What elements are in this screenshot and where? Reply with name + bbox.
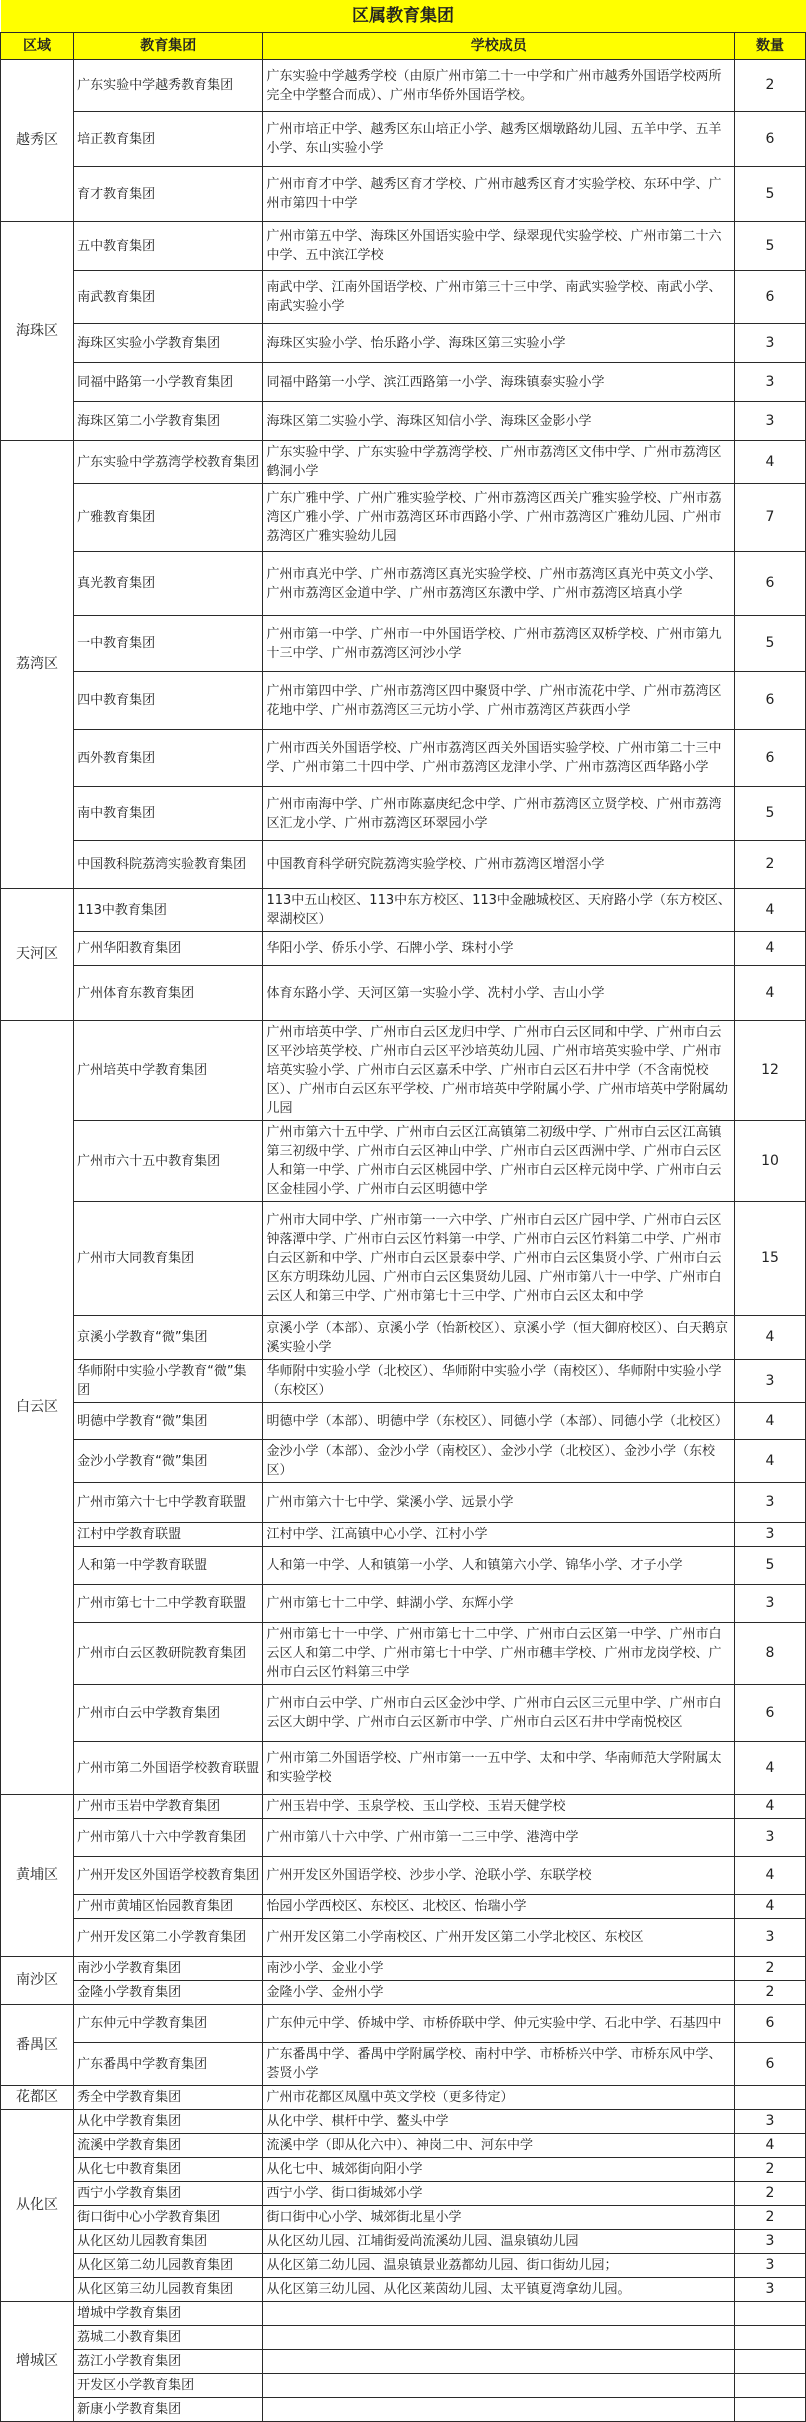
members-cell: 从化区幼儿园、江埔街爱尚流溪幼儿园、温泉镇幼儿园 — [263, 2230, 734, 2254]
count-cell: 10 — [734, 1121, 805, 1202]
members-cell: 广州玉岩中学、玉泉学校、玉山学校、玉岩天健学校 — [263, 1795, 734, 1819]
count-cell: 2 — [734, 2206, 805, 2230]
table-row — [1, 441, 806, 484]
group-cell: 广州市白云区教研院教育集团 — [74, 1623, 263, 1685]
count-cell: 7 — [734, 484, 805, 552]
table-row — [1, 1547, 806, 1585]
count-cell: 2 — [734, 2182, 805, 2206]
members-cell: 海珠区第二实验小学、海珠区知信小学、海珠区金影小学 — [263, 402, 734, 441]
table-row — [1, 167, 806, 222]
group-cell: 育才教育集团 — [74, 167, 263, 222]
table-row — [1, 552, 806, 616]
members-cell: 广州市南海中学、广州市陈嘉庚纪念中学、广州市荔湾区立贤学校、广州市荔湾区汇龙小学、广州市荔湾区环翠园小学 — [263, 787, 734, 841]
members-cell: 广州市第二外国语学校、广州市第一一五中学、太和中学、华南师范大学附属太和实验学校 — [263, 1742, 734, 1795]
table-row — [1, 2086, 806, 2110]
header-row — [1, 33, 806, 60]
count-cell — [734, 2350, 805, 2374]
members-cell: 广州市第五中学、海珠区外国语实验中学、绿翠现代实验学校、广州市第二十六中学、五中滨江学校 — [263, 222, 734, 271]
header-group: 教育集团 — [74, 33, 263, 60]
district-cell: 黄埔区 — [1, 1795, 74, 1957]
members-cell: 广州市第四中学、广州市荔湾区四中聚贤中学、广州市流花中学、广州市荔湾区花地中学、广州市荔湾区三元坊小学、广州市荔湾区芦荻西小学 — [263, 672, 734, 730]
count-cell: 2 — [734, 1957, 805, 1981]
group-cell: 广东实验中学荔湾学校教育集团 — [74, 441, 263, 484]
members-cell: 广州市育才中学、越秀区育才学校、广州市越秀区育才实验学校、东环中学、广州市第四十中学 — [263, 167, 734, 222]
members-cell: 广州市第七十二中学、蚌湖小学、东辉小学 — [263, 1585, 734, 1623]
count-cell — [734, 2398, 805, 2422]
members-cell: 广州市第六十五中学、广州市白云区江高镇第二初级中学、广州市白云区江高镇第三初级中学、广州市白云区神山中学、广州市白云区西洲中学、广州市白云区人和第一中学、广州市白云区桃园中学、广州市白云区梓元岗中学、广州市白云区金桂园小学、广州市白云区明德中学 — [263, 1121, 734, 1202]
count-cell: 8 — [734, 1623, 805, 1685]
group-cell: 荔城二小教育集团 — [74, 2326, 263, 2350]
members-cell — [263, 2350, 734, 2374]
members-cell: 广州市培正中学、越秀区东山培正小学、越秀区烟墩路幼儿园、五羊中学、五羊小学、东山实验小学 — [263, 112, 734, 167]
table-row — [1, 2278, 806, 2302]
count-cell: 5 — [734, 1547, 805, 1585]
members-cell — [263, 2302, 734, 2326]
table-row — [1, 1957, 806, 1981]
group-cell: 金沙小学教育“微”集团 — [74, 1440, 263, 1483]
count-cell — [734, 2302, 805, 2326]
members-cell: 华师附中实验小学（北校区）、华师附中实验小学（南校区）、华师附中实验小学（东校区） — [263, 1360, 734, 1403]
table-row — [1, 2182, 806, 2206]
table-row — [1, 1742, 806, 1795]
members-cell: 广东实验中学、广东实验中学荔湾学校、广州市荔湾区文伟中学、广州市荔湾区鹤洞小学 — [263, 441, 734, 484]
group-cell: 一中教育集团 — [74, 616, 263, 672]
table-row — [1, 1795, 806, 1819]
group-cell: 广州培英中学教育集团 — [74, 1021, 263, 1121]
members-cell: 南武中学、江南外国语学校、广州市第三十三中学、南武实验学校、南武小学、南武实验小学 — [263, 271, 734, 324]
count-cell — [734, 2374, 805, 2398]
table-row — [1, 324, 806, 363]
count-cell: 2 — [734, 841, 805, 889]
table-row — [1, 1202, 806, 1316]
district-cell: 增城区 — [1, 2302, 74, 2422]
group-cell: 新康小学教育集团 — [74, 2398, 263, 2422]
group-cell: 海珠区第二小学教育集团 — [74, 402, 263, 441]
group-cell: 广雅教育集团 — [74, 484, 263, 552]
header-district: 区域 — [1, 33, 74, 60]
group-cell: 广州市第六十七中学教育联盟 — [74, 1483, 263, 1523]
group-cell: 海珠区实验小学教育集团 — [74, 324, 263, 363]
members-cell: 南沙小学、金业小学 — [263, 1957, 734, 1981]
members-cell: 华阳小学、侨乐小学、石牌小学、珠村小学 — [263, 932, 734, 966]
group-cell: 增城中学教育集团 — [74, 2302, 263, 2326]
count-cell: 3 — [734, 363, 805, 402]
group-cell: 西外教育集团 — [74, 730, 263, 787]
table-row — [1, 932, 806, 966]
members-cell: 广州市第六十七中学、棠溪小学、远景小学 — [263, 1483, 734, 1523]
group-cell: 广州市第七十二中学教育联盟 — [74, 1585, 263, 1623]
count-cell: 3 — [734, 1919, 805, 1957]
table-row — [1, 484, 806, 552]
members-cell: 同福中路第一小学、滨江西路第一小学、海珠镇泰实验小学 — [263, 363, 734, 402]
group-cell: 从化区第二幼儿园教育集团 — [74, 2254, 263, 2278]
group-cell: 华师附中实验小学教育“微”集团 — [74, 1360, 263, 1403]
count-cell: 4 — [734, 441, 805, 484]
group-cell: 从化中学教育集团 — [74, 2110, 263, 2134]
members-cell: 广东番禺中学、番禺中学附属学校、南村中学、市桥桥兴中学、市桥东风中学、荟贤小学 — [263, 2043, 734, 2086]
table-row — [1, 271, 806, 324]
table-row — [1, 616, 806, 672]
group-cell: 金隆小学教育集团 — [74, 1981, 263, 2005]
members-cell: 中国教育科学研究院荔湾实验学校、广州市荔湾区增滘小学 — [263, 841, 734, 889]
table-row — [1, 2254, 806, 2278]
group-cell: 从化七中教育集团 — [74, 2158, 263, 2182]
members-cell: 广东广雅中学、广州广雅实验学校、广州市荔湾区西关广雅实验学校、广州市荔湾区广雅小学、广州市荔湾区环市西路小学、广州市荔湾区广雅幼儿园、广州市荔湾区广雅实验幼儿园 — [263, 484, 734, 552]
count-cell: 5 — [734, 616, 805, 672]
group-cell: 广州市第八十六中学教育集团 — [74, 1819, 263, 1857]
table-row — [1, 1585, 806, 1623]
members-cell: 海珠区实验小学、怡乐路小学、海珠区第三实验小学 — [263, 324, 734, 363]
count-cell: 6 — [734, 271, 805, 324]
members-cell: 街口街中心小学、城郊街北星小学 — [263, 2206, 734, 2230]
table-row — [1, 1857, 806, 1895]
members-cell: 广州开发区外国语学校、沙步小学、沧联小学、东联学校 — [263, 1857, 734, 1895]
group-cell: 南中教育集团 — [74, 787, 263, 841]
count-cell: 3 — [734, 1585, 805, 1623]
table-row — [1, 2302, 806, 2326]
group-cell: 南沙小学教育集团 — [74, 1957, 263, 1981]
table-row — [1, 1819, 806, 1857]
count-cell: 4 — [734, 1440, 805, 1483]
header-members: 学校成员 — [263, 33, 734, 60]
count-cell: 4 — [734, 889, 805, 932]
members-cell — [263, 2374, 734, 2398]
group-cell: 从化区幼儿园教育集团 — [74, 2230, 263, 2254]
table-title: 区属教育集团 — [1, 0, 806, 33]
table-row — [1, 2326, 806, 2350]
district-cell: 南沙区 — [1, 1957, 74, 2005]
table-row — [1, 841, 806, 889]
count-cell: 6 — [734, 112, 805, 167]
count-cell: 2 — [734, 2158, 805, 2182]
table-row — [1, 2230, 806, 2254]
group-cell: 中国教科院荔湾实验教育集团 — [74, 841, 263, 889]
table-row — [1, 2134, 806, 2158]
table-row — [1, 1685, 806, 1742]
members-cell: 广州市第八十六中学、广州市第一二三中学、港湾中学 — [263, 1819, 734, 1857]
count-cell: 3 — [734, 1360, 805, 1403]
count-cell: 3 — [734, 2254, 805, 2278]
table-row — [1, 2350, 806, 2374]
district-cell: 荔湾区 — [1, 441, 74, 889]
count-cell: 6 — [734, 672, 805, 730]
members-cell: 从化区第三幼儿园、从化区莱茵幼儿园、太平镇夏湾拿幼儿园。 — [263, 2278, 734, 2302]
table-row — [1, 1483, 806, 1523]
count-cell: 15 — [734, 1202, 805, 1316]
count-cell: 6 — [734, 552, 805, 616]
group-cell: 广州市六十五中教育集团 — [74, 1121, 263, 1202]
table-row — [1, 2206, 806, 2230]
table-row — [1, 1316, 806, 1360]
table-row — [1, 2398, 806, 2422]
members-cell: 广州市真光中学、广州市荔湾区真光实验学校、广州市荔湾区真光中英文小学、广州市荔湾区金道中学、广州市荔湾区东漖中学、广州市荔湾区培真小学 — [263, 552, 734, 616]
header-count: 数量 — [734, 33, 805, 60]
title-row — [1, 0, 806, 33]
group-cell: 四中教育集团 — [74, 672, 263, 730]
members-cell: 江村中学、江高镇中心小学、江村小学 — [263, 1523, 734, 1547]
count-cell: 4 — [734, 2134, 805, 2158]
count-cell: 6 — [734, 2043, 805, 2086]
table-row — [1, 1403, 806, 1440]
table-row — [1, 1121, 806, 1202]
table-row — [1, 1523, 806, 1547]
group-cell: 广州市白云中学教育集团 — [74, 1685, 263, 1742]
members-cell: 西宁小学、街口街城郊小学 — [263, 2182, 734, 2206]
members-cell: 广州市花都区凤凰中英文学校（更多待定） — [263, 2086, 734, 2110]
count-cell: 3 — [734, 1819, 805, 1857]
table-row — [1, 2110, 806, 2134]
table-row — [1, 1919, 806, 1957]
members-cell: 从化区第二幼儿园、温泉镇景业荔都幼儿园、街口街幼儿园； — [263, 2254, 734, 2278]
group-cell: 广东仲元中学教育集团 — [74, 2005, 263, 2043]
count-cell: 4 — [734, 1316, 805, 1360]
district-cell: 番禺区 — [1, 2005, 74, 2086]
count-cell: 4 — [734, 1742, 805, 1795]
members-cell: 体育东路小学、天河区第一实验小学、冼村小学、吉山小学 — [263, 966, 734, 1021]
members-cell: 从化七中、城郊街向阳小学 — [263, 2158, 734, 2182]
group-cell: 明德中学教育“微”集团 — [74, 1403, 263, 1440]
group-cell: 培正教育集团 — [74, 112, 263, 167]
count-cell: 3 — [734, 2278, 805, 2302]
members-cell: 从化中学、棋杆中学、鳌头中学 — [263, 2110, 734, 2134]
group-cell: 流溪中学教育集团 — [74, 2134, 263, 2158]
members-cell: 广州市白云中学、广州市白云区金沙中学、广州市白云区三元里中学、广州市白云区大朗中学、广州市白云区新市中学、广州市白云区石井中学南悦校区 — [263, 1685, 734, 1742]
group-cell: 广州市黄埔区怡园教育集团 — [74, 1895, 263, 1919]
members-cell: 广东仲元中学、侨城中学、市桥侨联中学、仲元实验中学、石北中学、石基四中 — [263, 2005, 734, 2043]
members-cell: 113中五山校区、113中东方校区、113中金融城校区、天府路小学（东方校区、翠湖校区） — [263, 889, 734, 932]
table-row — [1, 889, 806, 932]
table-row — [1, 402, 806, 441]
count-cell — [734, 2326, 805, 2350]
count-cell: 3 — [734, 324, 805, 363]
group-cell: 113中教育集团 — [74, 889, 263, 932]
count-cell: 3 — [734, 402, 805, 441]
count-cell: 5 — [734, 787, 805, 841]
group-cell: 江村中学教育联盟 — [74, 1523, 263, 1547]
table-row — [1, 2158, 806, 2182]
group-cell: 秀全中学教育集团 — [74, 2086, 263, 2110]
count-cell: 5 — [734, 222, 805, 271]
district-cell: 花都区 — [1, 2086, 74, 2110]
table-row — [1, 1440, 806, 1483]
count-cell: 3 — [734, 2110, 805, 2134]
table-row — [1, 2043, 806, 2086]
members-cell: 广州市第七十一中学、广州市第七十二中学、广州市白云区第一中学、广州市白云区人和第二中学、广州市第七十中学、广州市穗丰学校、广州市龙岗学校、广州市白云区竹料第三中学 — [263, 1623, 734, 1685]
count-cell: 4 — [734, 1403, 805, 1440]
count-cell: 6 — [734, 1685, 805, 1742]
group-cell: 五中教育集团 — [74, 222, 263, 271]
group-cell: 人和第一中学教育联盟 — [74, 1547, 263, 1585]
district-cell: 白云区 — [1, 1021, 74, 1795]
group-cell: 广州市玉岩中学教育集团 — [74, 1795, 263, 1819]
group-cell: 广东番禺中学教育集团 — [74, 2043, 263, 2086]
count-cell: 4 — [734, 932, 805, 966]
table-row — [1, 363, 806, 402]
count-cell: 6 — [734, 730, 805, 787]
count-cell: 5 — [734, 167, 805, 222]
group-cell: 广州开发区外国语学校教育集团 — [74, 1857, 263, 1895]
table-row — [1, 2005, 806, 2043]
district-cell: 海珠区 — [1, 222, 74, 441]
count-cell: 4 — [734, 1795, 805, 1819]
count-cell: 12 — [734, 1021, 805, 1121]
group-cell: 同福中路第一小学教育集团 — [74, 363, 263, 402]
table-row — [1, 1021, 806, 1121]
members-cell — [263, 2326, 734, 2350]
table-row — [1, 60, 806, 112]
count-cell: 4 — [734, 1857, 805, 1895]
district-cell: 从化区 — [1, 2110, 74, 2302]
members-cell: 广州开发区第二小学南校区、广州开发区第二小学北校区、东校区 — [263, 1919, 734, 1957]
members-cell: 广州市大同中学、广州市第一一六中学、广州市白云区广园中学、广州市白云区钟落潭中学、广州市白云区竹料第一中学、广州市白云区竹料第二中学、广州市白云区新和中学、广州市白云区景泰中学、广州市白云区集贤小学、广州市白云区东方明珠幼儿园、广州市白云区集贤幼儿园、广州市第八十一中学、广州市白云区人和第三中学、广州市第七十三中学、广州市白云区太和中学 — [263, 1202, 734, 1316]
count-cell — [734, 2086, 805, 2110]
group-cell: 广州华阳教育集团 — [74, 932, 263, 966]
table-row — [1, 1360, 806, 1403]
group-cell: 广东实验中学越秀教育集团 — [74, 60, 263, 112]
table-body — [1, 60, 806, 2422]
district-cell: 越秀区 — [1, 60, 74, 222]
members-cell: 流溪中学（即从化六中）、神岗二中、河东中学 — [263, 2134, 734, 2158]
table-row — [1, 787, 806, 841]
count-cell: 3 — [734, 1483, 805, 1523]
table-row — [1, 1623, 806, 1685]
group-cell: 开发区小学教育集团 — [74, 2374, 263, 2398]
members-cell: 京溪小学（本部）、京溪小学（怡新校区）、京溪小学（恒大御府校区）、白天鹅京溪实验小学 — [263, 1316, 734, 1360]
count-cell: 2 — [734, 1981, 805, 2005]
group-cell: 京溪小学教育“微”集团 — [74, 1316, 263, 1360]
count-cell: 6 — [734, 2005, 805, 2043]
members-cell: 广州市西关外国语学校、广州市荔湾区西关外国语实验学校、广州市第二十三中学、广州市第二十四中学、广州市荔湾区龙津小学、广州市荔湾区西华路小学 — [263, 730, 734, 787]
group-cell: 从化区第三幼儿园教育集团 — [74, 2278, 263, 2302]
members-cell — [263, 2398, 734, 2422]
members-cell: 明德中学（本部）、明德中学（东校区）、同德小学（本部）、同德小学（北校区） — [263, 1403, 734, 1440]
table-row — [1, 672, 806, 730]
group-cell: 真光教育集团 — [74, 552, 263, 616]
group-cell: 广州市大同教育集团 — [74, 1202, 263, 1316]
count-cell: 4 — [734, 1895, 805, 1919]
members-cell: 广州市培英中学、广州市白云区龙归中学、广州市白云区同和中学、广州市白云区平沙培英学校、广州市白云区平沙培英幼儿园、广州市培英实验中学、广州市培英实验小学、广州市白云区嘉禾中学、广州市白云区石井中学（不含南悦校区）、广州市白云区东平学校、广州市培英中学附属小学、广州市培英中学附属幼儿园 — [263, 1021, 734, 1121]
count-cell: 3 — [734, 1523, 805, 1547]
count-cell: 2 — [734, 60, 805, 112]
group-cell: 荔江小学教育集团 — [74, 2350, 263, 2374]
group-cell: 广州开发区第二小学教育集团 — [74, 1919, 263, 1957]
members-cell: 人和第一中学、人和镇第一小学、人和镇第六小学、锦华小学、才子小学 — [263, 1547, 734, 1585]
table-row — [1, 730, 806, 787]
group-cell: 南武教育集团 — [74, 271, 263, 324]
group-cell: 广州市第二外国语学校教育联盟 — [74, 1742, 263, 1795]
members-cell: 广州市第一中学、广州市一中外国语学校、广州市荔湾区双桥学校、广州市第九十三中学、广州市荔湾区河沙小学 — [263, 616, 734, 672]
members-cell: 金沙小学（本部）、金沙小学（南校区）、金沙小学（北校区）、金沙小学（东校区） — [263, 1440, 734, 1483]
count-cell: 3 — [734, 2230, 805, 2254]
table-row — [1, 1895, 806, 1919]
members-cell: 怡园小学西校区、东校区、北校区、怡瑞小学 — [263, 1895, 734, 1919]
count-cell: 4 — [734, 966, 805, 1021]
district-cell: 天河区 — [1, 889, 74, 1021]
group-cell: 街口街中心小学教育集团 — [74, 2206, 263, 2230]
group-cell: 广州体育东教育集团 — [74, 966, 263, 1021]
table-row — [1, 222, 806, 271]
table-row — [1, 2374, 806, 2398]
members-cell: 金隆小学、金州小学 — [263, 1981, 734, 2005]
table-row — [1, 966, 806, 1021]
table-row — [1, 1981, 806, 2005]
members-cell: 广东实验中学越秀学校（由原广州市第二十一中学和广州市越秀外国语学校两所完全中学整合而成）、广州市华侨外国语学校。 — [263, 60, 734, 112]
table-row — [1, 112, 806, 167]
group-cell: 西宁小学教育集团 — [74, 2182, 263, 2206]
